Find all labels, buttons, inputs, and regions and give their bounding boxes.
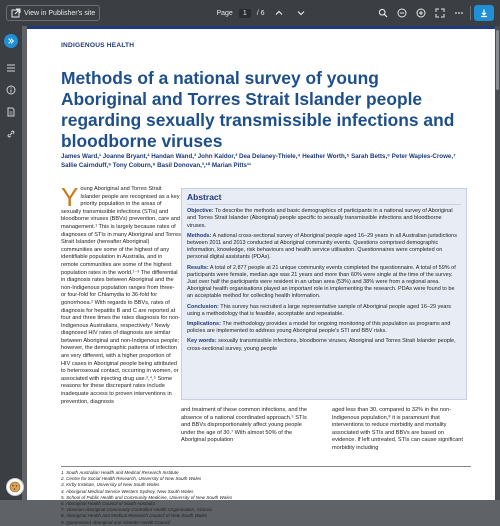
more-options-button[interactable]	[451, 5, 467, 21]
minus-circle-icon	[397, 8, 407, 18]
toolbar-divider	[470, 6, 471, 20]
abstract-conclusion	[187, 304, 461, 318]
scrollbar-thumb[interactable]	[496, 30, 499, 90]
footnote-item: 4. Aboriginal Medical Service Western Sydney, New South Wales	[61, 488, 194, 494]
cookie-icon	[9, 481, 21, 493]
footnote-item: 3. Kirby Institute, University of New South Wales	[61, 482, 160, 488]
search-icon	[378, 8, 388, 18]
footnote-item: 7. Victorian Aboriginal Community Controlled Health Organisation, Victoria	[61, 507, 212, 513]
body-column-2: and treatment of these common infections, and the absence of a national coordinated approach.⁵ STIs and BBVs disproportionately affect young people under the age of 30.⁷ With almost 50% of the Aboriginal population	[181, 407, 307, 444]
footnote-item: 6. Aboriginal Health Council of South Australia	[61, 501, 155, 507]
results-label: Results:	[187, 264, 209, 271]
abstract-keywords	[187, 338, 461, 352]
methods-label: Methods:	[187, 232, 212, 239]
external-link-button[interactable]	[6, 5, 100, 21]
plus-circle-icon	[416, 8, 426, 18]
conclusion-label: Conclusion:	[187, 303, 219, 310]
external-link-icon	[11, 8, 21, 18]
zoom-out-button[interactable]	[394, 5, 410, 21]
viewer-toolbar	[0, 0, 500, 26]
page-label: Page	[216, 9, 233, 17]
page-up-button[interactable]	[271, 5, 287, 21]
sidebar-toggle-button[interactable]	[4, 34, 18, 48]
sidebar-item-references[interactable]	[6, 104, 16, 114]
abstract-implications	[187, 321, 461, 335]
body-column-1	[61, 182, 181, 406]
double-chevron-right-icon	[7, 37, 15, 45]
author-list: James Ward,¹ Joanne Bryant,² Handan Wand,³ John Kaldor,³ Dea Delaney-Thiele,⁴ Heather Worth,⁵ Sarah Betts,⁶ Peter Waples-Crowe,⁷ Sallie Cairnduff,⁸ Tony Coburn,⁹ Basil Donovan,³,¹⁰ Marian Pitts¹¹	[61, 153, 456, 169]
viewer-sidebar	[0, 26, 22, 500]
abstract-objective	[187, 208, 461, 230]
expand-icon	[435, 8, 445, 18]
abstract-box	[181, 188, 467, 400]
page-top-rule	[27, 26, 495, 29]
implications-label: Implications:	[187, 321, 221, 328]
article-title: Methods of a national survey of young Aboriginal and Torres Strait Islander people regarding sexually transmissible infections and bloodborne viruses	[61, 68, 455, 151]
search-button[interactable]	[375, 5, 391, 21]
vertical-scrollbar[interactable]	[495, 26, 500, 500]
footnote-item: 1. South Australian Health and Medical Research Institute	[61, 470, 179, 475]
chevron-up-icon	[274, 8, 284, 18]
drop-cap: Y	[61, 182, 79, 212]
body-text-1: oung Aboriginal and Torres Strait Islander people are recognised as a key priority population in the areas of sexually transmissible infections (STIs) and bloodborne viruses (BBVs) prevention, care and management.¹ This is largely because rates of diagnoses of STIs in many Aboriginal and Torres Strait Islander (hereafter Aboriginal) communities are some of the highest of any identifiable population in Australia, and in remote communities are some of the highest population rates in the world.¹⁻³ The differential in diagnosis rates between Aboriginal and the non-Indigenous population ranges from three- or four-fold for Chlamydia to 36-fold for gonorrhoea.² With regards to BBVs, rates of diagnosis for hepatitis B and C are reported at four and three times the rates diagnosis for non-Indigenous Australians, respectively.² Newly diagnosed HIV rates of diagnosis are similar between Aboriginal and non-Indigenous people; however, the demographic patterns of infection are very different, with a higher proportion of HIV cases in Aboriginal people being attributed to heterosexual contact, occurring in women, or associated with injecting drug use.²,⁴,⁵ Some reasons for these discrepant rates include inadequate access to proven interventions in prevention, diagnosis	[61, 186, 181, 405]
sidebar-item-links[interactable]	[6, 126, 16, 136]
body-column-3: aged less than 30, compared to 32% in the non-Indigenous population,⁸ it is paramount that interventions to reduce morbidity and mortality associated with STIs and BBVs are based on evidence. If left untreated, STIs can cause significant morbidity including	[332, 407, 463, 451]
view-publisher-label: View in Publisher's site	[24, 9, 96, 17]
implications-text: The methodology provides a model for ongoing monitoring of this population as programs and policies are implemented to address young Aboriginal people's STI and BBV risks.	[187, 321, 451, 335]
sidebar-item-outline[interactable]	[6, 60, 16, 70]
fit-page-button[interactable]	[432, 5, 448, 21]
objective-text: To describe the methods and basic demographics of participants in a national survey of Aboriginal and Torres Strait Islander (Aboriginal) people specific to sexually transmissible infections and bloodborne viruses.	[187, 208, 453, 229]
download-button[interactable]	[474, 5, 494, 21]
page-down-button[interactable]	[293, 5, 309, 21]
affiliation-footnotes	[61, 466, 471, 526]
footnote-item: 2. Centre for Social Health Research, University of New South Wales	[61, 476, 202, 482]
download-icon	[479, 8, 489, 18]
pdf-page	[27, 26, 495, 525]
zoom-in-button[interactable]	[413, 5, 429, 21]
cookie-settings-button[interactable]	[6, 478, 24, 496]
page-total: / 6	[256, 9, 265, 17]
conclusion-text: This survey has recruited a large representative sample of Aboriginal people aged 16–29 years using a methodology that is feasible, acceptable and repeatable.	[187, 303, 452, 317]
list-icon	[6, 63, 16, 73]
footnote-item: 9. Queensland Aboriginal and Islander Health Council	[61, 519, 171, 525]
abstract-heading: Abstract	[187, 194, 461, 205]
footnote-item: 8. Aboriginal Health and Medical Research Council of New South Wales	[61, 513, 208, 519]
more-horizontal-icon	[454, 8, 464, 18]
info-icon	[6, 85, 16, 95]
abstract-results	[187, 265, 461, 301]
results-text: A total of 2,877 people at 21 unique community events completed the questionnaire. A total of 59% of participants were female, median age was 21 years and more than 60% were single at the time of the survey. Just over half the participants were resident in an urban area (53%) and 38% were from a regional area. Aboriginal health organisations played an important role in implementing the research. PDAs were found to be an acceptable method for collecting health information.	[187, 264, 456, 300]
abstract-methods	[187, 233, 461, 262]
link-icon	[6, 129, 16, 139]
methods-text: A national cross-sectional survey of Aboriginal people aged 16–29 years in all Australian jurisdictions between 2011 and 2013 conducted at Aboriginal community events. Questions comprised demographic information, knowledge, risk behaviours and health service utilisation. Questionnaires were completed on personal digital assistants (PDAs).	[187, 232, 457, 261]
objective-label: Objective:	[187, 208, 214, 215]
section-label: INDIGENOUS HEALTH	[61, 42, 135, 49]
keywords-label: Key words:	[187, 338, 217, 345]
keywords-text: sexually transmissible infections, bloodborne viruses, Aboriginal and Torres Strait Islander people, cross-sectional survey, young people	[187, 338, 456, 352]
page-number-input[interactable]: 1	[239, 9, 251, 18]
chevron-down-icon	[296, 8, 306, 18]
sidebar-item-info[interactable]	[6, 82, 16, 92]
footnote-item: 5. School of Public Health and Community Medicine, University of New South Wales	[61, 494, 233, 500]
document-icon	[6, 107, 16, 117]
